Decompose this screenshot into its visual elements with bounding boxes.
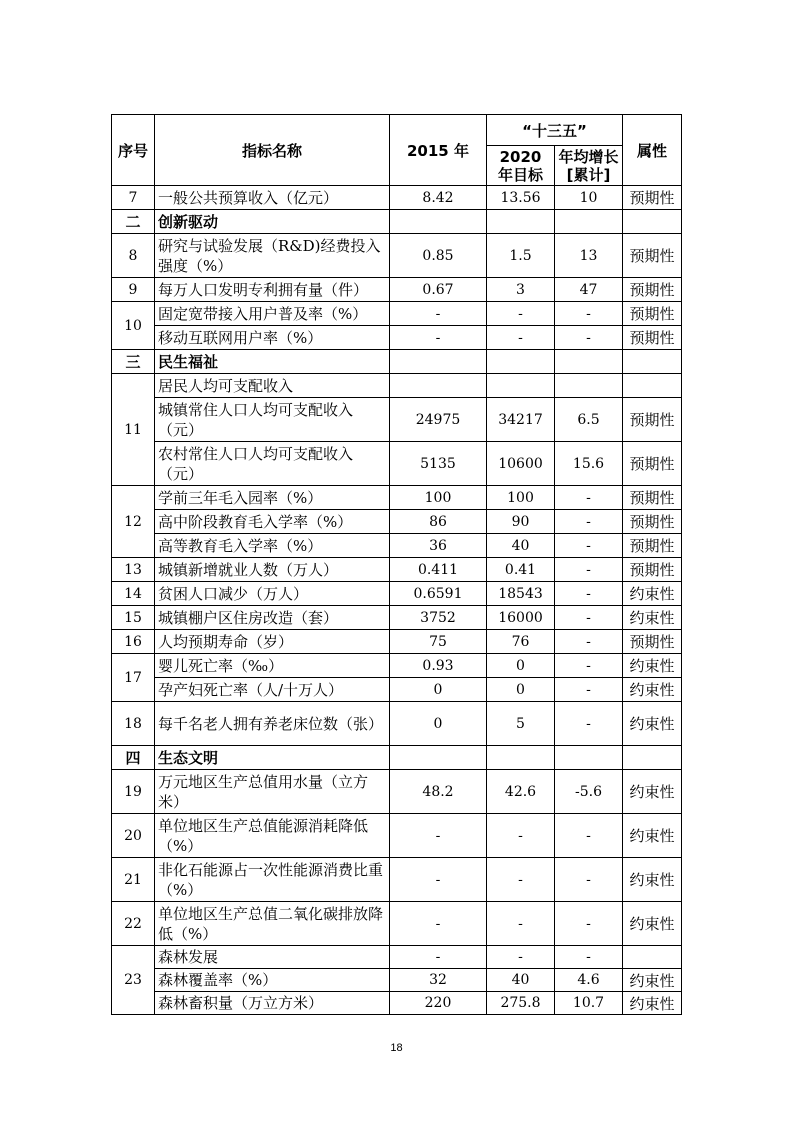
growth-cell: 15.6 [555, 442, 623, 486]
name-cell: 学前三年毛入园率（%） [155, 486, 390, 510]
seq-cell: 19 [112, 770, 155, 814]
table-row [112, 558, 682, 582]
attr-cell: 预期性 [623, 186, 682, 210]
table-row [112, 992, 682, 1015]
name-cell: 婴儿死亡率（‰） [155, 654, 390, 678]
v2020-cell: 0.41 [487, 558, 555, 582]
table-row [112, 902, 682, 946]
v2020-cell: 0 [487, 678, 555, 702]
attr-cell: 预期性 [623, 278, 682, 302]
growth-cell: - [555, 654, 623, 678]
v2020-cell: 100 [487, 486, 555, 510]
growth-cell: - [555, 606, 623, 630]
name-cell: 森林畜积量（万立方米） [155, 992, 390, 1015]
growth-cell: 10 [555, 186, 623, 210]
seq-cell: 13 [112, 558, 155, 582]
growth-cell: - [555, 486, 623, 510]
table-row [112, 534, 682, 558]
seq-cell: 20 [112, 814, 155, 858]
attr-cell: 预期性 [623, 534, 682, 558]
table-row [112, 770, 682, 814]
name-cell: 每万人口发明专利拥有量（件） [155, 278, 390, 302]
growth-cell: 6.5 [555, 398, 623, 442]
name-cell: 研究与试验发展（R&D)经费投入强度（%） [155, 234, 390, 278]
name-cell: 森林覆盖率（%） [155, 969, 390, 992]
growth-cell: - [555, 558, 623, 582]
seq-cell: 21 [112, 858, 155, 902]
attr-cell: 约束性 [623, 702, 682, 746]
v2015-cell: - [390, 858, 487, 902]
name-cell: 每千名老人拥有养老床位数（张） [155, 702, 390, 746]
name-cell: 高等教育毛入学率（%） [155, 534, 390, 558]
v2015-cell: 5135 [390, 442, 487, 486]
section-row [112, 746, 682, 770]
header-target: 2020 年目标 [487, 146, 555, 186]
v2015-cell: 0.6591 [390, 582, 487, 606]
table-row [112, 582, 682, 606]
v2020-cell: - [487, 326, 555, 350]
growth-cell: - [555, 946, 623, 969]
growth-cell: -5.6 [555, 770, 623, 814]
seq-cell: 23 [112, 946, 155, 1015]
section-number: 二 [112, 210, 155, 234]
v2020-cell: - [487, 814, 555, 858]
attr-cell: 预期性 [623, 486, 682, 510]
seq-cell: 14 [112, 582, 155, 606]
name-cell: 贫困人口减少（万人） [155, 582, 390, 606]
table-row [112, 326, 682, 350]
table-row [112, 510, 682, 534]
growth-cell: - [555, 858, 623, 902]
growth-cell: - [555, 302, 623, 326]
name-cell: 城镇常住人口人均可支配收入（元） [155, 398, 390, 442]
v2015-cell: 0.85 [390, 234, 487, 278]
table-row [112, 186, 682, 210]
table-row [112, 486, 682, 510]
growth-cell: - [555, 702, 623, 746]
table-row [112, 606, 682, 630]
seq-cell: 7 [112, 186, 155, 210]
header-row [112, 115, 682, 146]
v2015-cell: - [390, 814, 487, 858]
section-title: 民生福祉 [155, 350, 390, 374]
attr-cell: 预期性 [623, 326, 682, 350]
seq-cell: 16 [112, 630, 155, 654]
name-cell: 居民人均可支配收入 [155, 374, 390, 398]
v2015-cell: 0.93 [390, 654, 487, 678]
growth-cell: - [555, 582, 623, 606]
section-row [112, 350, 682, 374]
seq-cell: 15 [112, 606, 155, 630]
v2015-cell: 24975 [390, 398, 487, 442]
attr-cell: 预期性 [623, 234, 682, 278]
v2015-cell: 48.2 [390, 770, 487, 814]
v2020-cell: 16000 [487, 606, 555, 630]
table-row [112, 278, 682, 302]
table-row [112, 442, 682, 486]
growth-cell: - [555, 326, 623, 350]
name-cell: 城镇棚户区住房改造（套） [155, 606, 390, 630]
v2015-cell: - [390, 302, 487, 326]
growth-cell: - [555, 678, 623, 702]
v2020-cell: 42.6 [487, 770, 555, 814]
v2015-cell: 8.42 [390, 186, 487, 210]
v2020-cell: 18543 [487, 582, 555, 606]
growth-cell: - [555, 814, 623, 858]
growth-cell: - [555, 630, 623, 654]
attr-cell: 约束性 [623, 902, 682, 946]
seq-cell: 17 [112, 654, 155, 702]
attr-cell: 约束性 [623, 858, 682, 902]
attr-cell: 预期性 [623, 558, 682, 582]
v2020-cell: - [487, 946, 555, 969]
table-row [112, 814, 682, 858]
attr-cell: 约束性 [623, 582, 682, 606]
v2015-cell: - [390, 326, 487, 350]
header-seq: 序号 [112, 115, 155, 186]
table-row [112, 398, 682, 442]
name-cell: 单位地区生产总值二氧化碳排放降低（%） [155, 902, 390, 946]
attr-cell: 预期性 [623, 302, 682, 326]
name-cell: 万元地区生产总值用水量（立方米） [155, 770, 390, 814]
header-base-year: 2015 年 [390, 115, 487, 186]
v2020-cell: - [487, 858, 555, 902]
name-cell: 一般公共预算收入（亿元） [155, 186, 390, 210]
growth-cell: - [555, 510, 623, 534]
indicator-table [111, 114, 682, 1015]
section-number: 四 [112, 746, 155, 770]
growth-cell: - [555, 534, 623, 558]
name-cell: 人均预期寿命（岁） [155, 630, 390, 654]
seq-cell: 12 [112, 486, 155, 558]
header-attribute: 属性 [623, 115, 682, 186]
growth-cell: 4.6 [555, 969, 623, 992]
name-cell: 固定宽带接入用户普及率（%） [155, 302, 390, 326]
header-plan-period: “十三五” [487, 115, 623, 146]
v2020-cell: 3 [487, 278, 555, 302]
table-row [112, 678, 682, 702]
table-row [112, 946, 682, 969]
section-number: 三 [112, 350, 155, 374]
section-title: 创新驱动 [155, 210, 390, 234]
attr-cell: 约束性 [623, 678, 682, 702]
table-row [112, 234, 682, 278]
v2015-cell: 32 [390, 969, 487, 992]
v2020-cell: 40 [487, 534, 555, 558]
table-row [112, 702, 682, 746]
section-row [112, 210, 682, 234]
name-cell: 农村常住人口人均可支配收入（元） [155, 442, 390, 486]
name-cell: 非化石能源占一次性能源消费比重（%） [155, 858, 390, 902]
attr-cell: 预期性 [623, 398, 682, 442]
v2020-cell: - [487, 302, 555, 326]
table-row [112, 302, 682, 326]
v2020-cell: 90 [487, 510, 555, 534]
seq-cell: 9 [112, 278, 155, 302]
name-cell: 单位地区生产总值能源消耗降低（%） [155, 814, 390, 858]
growth-cell: - [555, 902, 623, 946]
v2020-cell: 40 [487, 969, 555, 992]
table-row [112, 374, 682, 398]
v2015-cell: 86 [390, 510, 487, 534]
attr-cell: 约束性 [623, 992, 682, 1015]
seq-cell: 10 [112, 302, 155, 350]
name-cell: 孕产妇死亡率（人/十万人） [155, 678, 390, 702]
seq-cell: 11 [112, 374, 155, 486]
v2020-cell: 5 [487, 702, 555, 746]
table-row [112, 654, 682, 678]
v2015-cell: 36 [390, 534, 487, 558]
v2015-cell: 0 [390, 702, 487, 746]
v2020-cell: 10600 [487, 442, 555, 486]
section-title: 生态文明 [155, 746, 390, 770]
growth-cell: 10.7 [555, 992, 623, 1015]
attr-cell: 预期性 [623, 442, 682, 486]
table-row [112, 630, 682, 654]
attr-cell: 约束性 [623, 814, 682, 858]
table-row [112, 969, 682, 992]
v2015-cell: 0 [390, 678, 487, 702]
v2020-cell: 1.5 [487, 234, 555, 278]
v2015-cell: 3752 [390, 606, 487, 630]
header-growth: 年均增长[累计] [555, 146, 623, 186]
seq-cell: 22 [112, 902, 155, 946]
name-cell: 森林发展 [155, 946, 390, 969]
v2020-cell: - [487, 902, 555, 946]
v2015-cell: 0.411 [390, 558, 487, 582]
v2015-cell: 100 [390, 486, 487, 510]
v2015-cell: 75 [390, 630, 487, 654]
v2015-cell: 220 [390, 992, 487, 1015]
v2020-cell: 275.8 [487, 992, 555, 1015]
attr-cell: 预期性 [623, 510, 682, 534]
attr-cell: 约束性 [623, 770, 682, 814]
v2015-cell: - [390, 946, 487, 969]
growth-cell: 47 [555, 278, 623, 302]
name-cell: 城镇新增就业人数（万人） [155, 558, 390, 582]
attr-cell: 约束性 [623, 969, 682, 992]
growth-cell: 13 [555, 234, 623, 278]
v2015-cell: 0.67 [390, 278, 487, 302]
v2020-cell: 0 [487, 654, 555, 678]
header-name: 指标名称 [155, 115, 390, 186]
attr-cell: 约束性 [623, 654, 682, 678]
seq-cell: 18 [112, 702, 155, 746]
table-row [112, 858, 682, 902]
attr-cell: 预期性 [623, 630, 682, 654]
page-number: 18 [390, 1042, 403, 1054]
seq-cell: 8 [112, 234, 155, 278]
name-cell: 移动互联网用户率（%） [155, 326, 390, 350]
v2015-cell: - [390, 902, 487, 946]
name-cell: 高中阶段教育毛入学率（%） [155, 510, 390, 534]
attr-cell: 约束性 [623, 606, 682, 630]
v2020-cell: 13.56 [487, 186, 555, 210]
v2020-cell: 76 [487, 630, 555, 654]
v2020-cell: 34217 [487, 398, 555, 442]
